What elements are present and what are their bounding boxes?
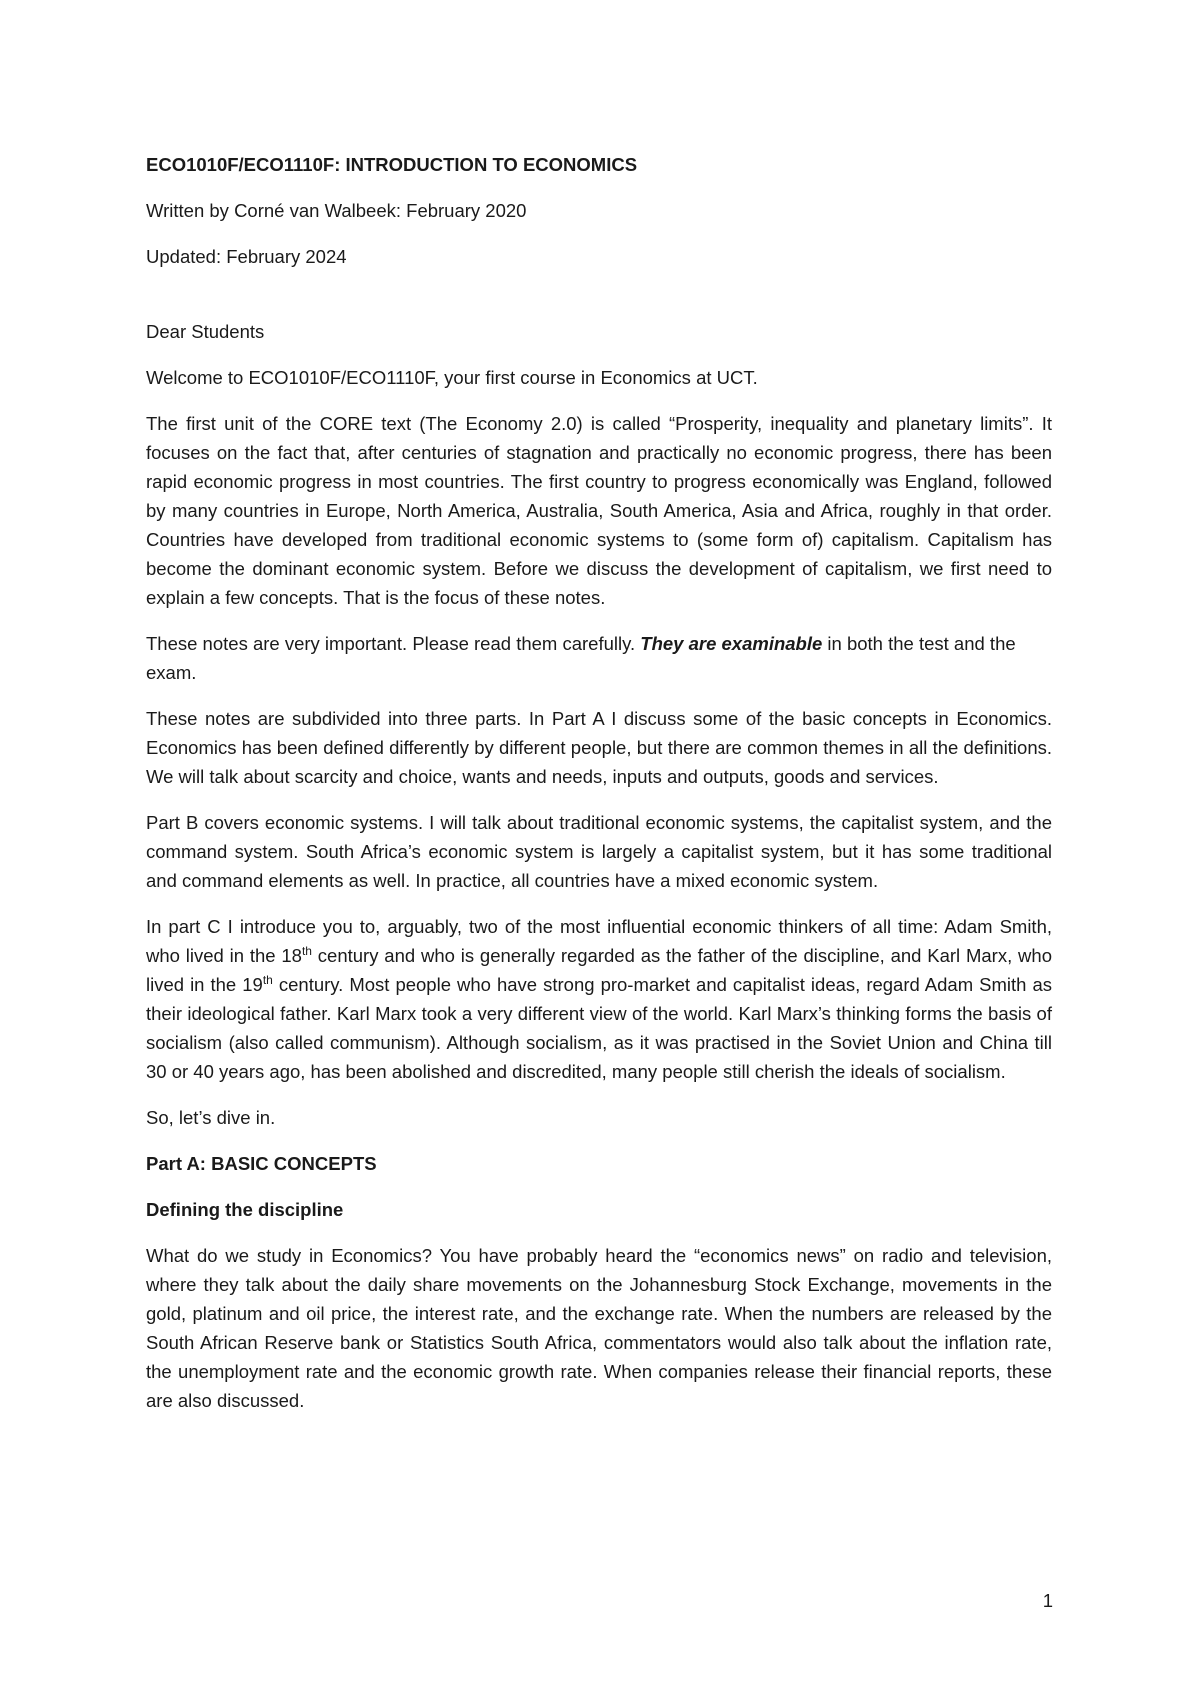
part-c-text-3: century. Most people who have strong pro-market and capitalist ideas, regard Adam Smith as their ideological father. Karl Marx took a very different view of the world. Karl Marx’s thinking forms the basis of socialism (also called communism). Although socialism, as it was practised in the Soviet Union and China till 30 or 40 years ago, has been abolished and discredited, many people still cherish the ideals of socialism. (146, 974, 1053, 1082)
author-line: Written by Corné van Walbeek: February 2020 (146, 200, 527, 221)
part-c-text-2: century and who is generally regarded as the father of the discipline, and Karl Marx, who lived in the 19 (146, 945, 1052, 995)
updated-line: Updated: February 2024 (146, 246, 347, 267)
page-number: 1 (1042, 1590, 1053, 1611)
dive-in-line: So, let’s dive in. (146, 1107, 276, 1128)
part-c-text-1: In part C I introduce you to, arguably, two of the most influential economic thinkers of all time: Adam Smith, who lived in the 18 (146, 916, 1052, 966)
defining-paragraph: What do we study in Economics? You have probably heard the “economics news” on radio and television, where they talk about the daily share movements on the Johannesburg Stock Exchange, movements in the gold, platinum and oil price, the interest rate, and the exchange rate. When the numbers are released by the South African Reserve bank or Statistics South Africa, commentators would also talk about the inflation rate, the unemployment rate and the economic growth rate. When companies release their financial reports, these are also discussed. (146, 1245, 1052, 1411)
section-heading: Part A: BASIC CONCEPTS (146, 1153, 377, 1174)
importance-text-before: These notes are very important. Please read them carefully. (146, 633, 641, 654)
importance-paragraph (146, 629, 1052, 687)
document-page (146, 150, 1052, 1415)
ordinal-suffix-19th: th (262, 972, 273, 987)
document-title: ECO1010F/ECO1110F: INTRODUCTION TO ECONOMICS (146, 154, 638, 175)
salutation: Dear Students (146, 321, 265, 342)
welcome-line: Welcome to ECO1010F/ECO1110F, your first course in Economics at UCT. (146, 367, 758, 388)
importance-text-after: in both the test and the exam. (146, 633, 1016, 683)
part-c-overview-paragraph (146, 912, 1052, 1086)
part-a-overview-paragraph: These notes are subdivided into three parts. In Part A I discuss some of the basic concepts in Economics. Economics has been defined differently by different people, but there are common themes in all the definitions. We will talk about scarcity and choice, wants and needs, inputs and outputs, goods and services. (146, 708, 1052, 787)
intro-paragraph: The first unit of the CORE text (The Economy 2.0) is called “Prosperity, inequality and planetary limits”. It focuses on the fact that, after centuries of stagnation and practically no economic progress, there has been rapid economic progress in most countries. The first country to progress economically was England, followed by many countries in Europe, North America, Australia, South America, Asia and Africa, roughly in that order. Countries have developed from traditional economic systems to (some form of) capitalism. Capitalism has become the dominant economic system. Before we discuss the development of capitalism, we first need to explain a few concepts. That is the focus of these notes. (146, 413, 1052, 608)
part-b-overview-paragraph: Part B covers economic systems. I will talk about traditional economic systems, the capitalist system, and the command system. South Africa’s economic system is largely a capitalist system, but it has some traditional and command elements as well. In practice, all countries have a mixed economic system. (146, 812, 1052, 891)
ordinal-suffix-18th: th (301, 943, 312, 958)
examinable-emphasis: They are examinable (640, 633, 823, 654)
subsection-heading: Defining the discipline (146, 1199, 344, 1220)
